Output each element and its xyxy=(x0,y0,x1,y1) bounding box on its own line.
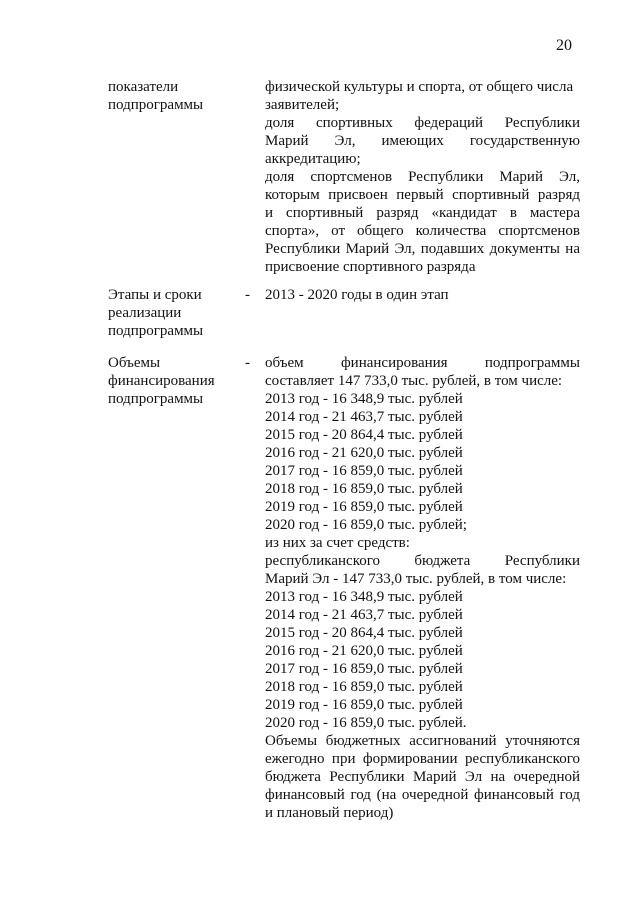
row-label-line: подпрограммы xyxy=(108,391,204,407)
text-line: физической культуры и спорта, от общего числа xyxy=(265,79,574,95)
text-line: доля спортсменов Республики Марий Эл, xyxy=(265,169,580,185)
year-line: 2015 год - 20 864,4 тыс. рублей xyxy=(265,625,463,641)
page-number: 20 xyxy=(556,37,572,54)
text-line: аккредитацию; xyxy=(265,151,361,167)
text-line: которым присвоен первый спортивный разряд xyxy=(265,187,580,203)
row-dash: - xyxy=(245,355,250,371)
year-line: 2020 год - 16 859,0 тыс. рублей. xyxy=(265,715,467,731)
text-line: спорта», от общего количества спортсменов xyxy=(265,223,580,239)
text-line: доля спортивных федераций Республики xyxy=(265,115,580,131)
year-line: 2014 год - 21 463,7 тыс. рублей xyxy=(265,607,463,623)
text-line: и спортивный разряд «кандидат в мастера xyxy=(265,205,580,221)
year-line: 2015 год - 20 864,4 тыс. рублей xyxy=(265,427,463,443)
text-line: и плановый период) xyxy=(265,805,394,821)
text-line: Марий Эл, имеющих государственную xyxy=(265,133,580,149)
text-line: финансовый год (на очередной финансовый год xyxy=(265,787,580,803)
row-label-line: Этапы и сроки xyxy=(108,287,202,303)
year-line: 2018 год - 16 859,0 тыс. рублей xyxy=(265,481,463,497)
text-line: из них за счет средств: xyxy=(265,535,410,551)
text-line: Республики Марий Эл, подавших документы на xyxy=(265,241,580,257)
year-line: 2019 год - 16 859,0 тыс. рублей xyxy=(265,697,463,713)
year-line: 2019 год - 16 859,0 тыс. рублей xyxy=(265,499,463,515)
year-line: 2016 год - 21 620,0 тыс. рублей xyxy=(265,643,463,659)
text-line: бюджета Республики Марий Эл на очередной xyxy=(265,769,580,785)
row-label-line: подпрограммы xyxy=(108,97,204,113)
year-line: 2018 год - 16 859,0 тыс. рублей xyxy=(265,679,463,695)
row-label-line: реализации xyxy=(108,305,182,321)
text-line: Марий Эл - 147 733,0 тыс. рублей, в том числе: xyxy=(265,571,567,587)
year-line: 2014 год - 21 463,7 тыс. рублей xyxy=(265,409,463,425)
year-line: 2013 год - 16 348,9 тыс. рублей xyxy=(265,589,463,605)
year-line: 2016 год - 21 620,0 тыс. рублей xyxy=(265,445,463,461)
text-line: 2013 - 2020 годы в один этап xyxy=(265,287,449,303)
text-line: ежегодно при формировании республиканского xyxy=(265,751,580,767)
row-dash: - xyxy=(245,287,250,303)
year-line: 2013 год - 16 348,9 тыс. рублей xyxy=(265,391,463,407)
text-line: присвоение спортивного разряда xyxy=(265,259,476,275)
year-line: 2017 год - 16 859,0 тыс. рублей xyxy=(265,661,463,677)
text-line: заявителей; xyxy=(265,97,340,113)
row-label-line: Объемы xyxy=(108,355,161,371)
row-label-line: показатели xyxy=(108,79,179,95)
text-line: республиканского бюджета Республики xyxy=(265,553,580,569)
row-label-line: подпрограммы xyxy=(108,323,204,339)
text-line: составляет 147 733,0 тыс. рублей, в том числе: xyxy=(265,373,563,389)
year-line: 2017 год - 16 859,0 тыс. рублей xyxy=(265,463,463,479)
text-line: объем финансирования подпрограммы xyxy=(265,355,580,371)
row-label-line: финансирования xyxy=(108,373,215,389)
year-line: 2020 год - 16 859,0 тыс. рублей; xyxy=(265,517,467,533)
text-line: Объемы бюджетных ассигнований уточняются xyxy=(265,733,580,749)
